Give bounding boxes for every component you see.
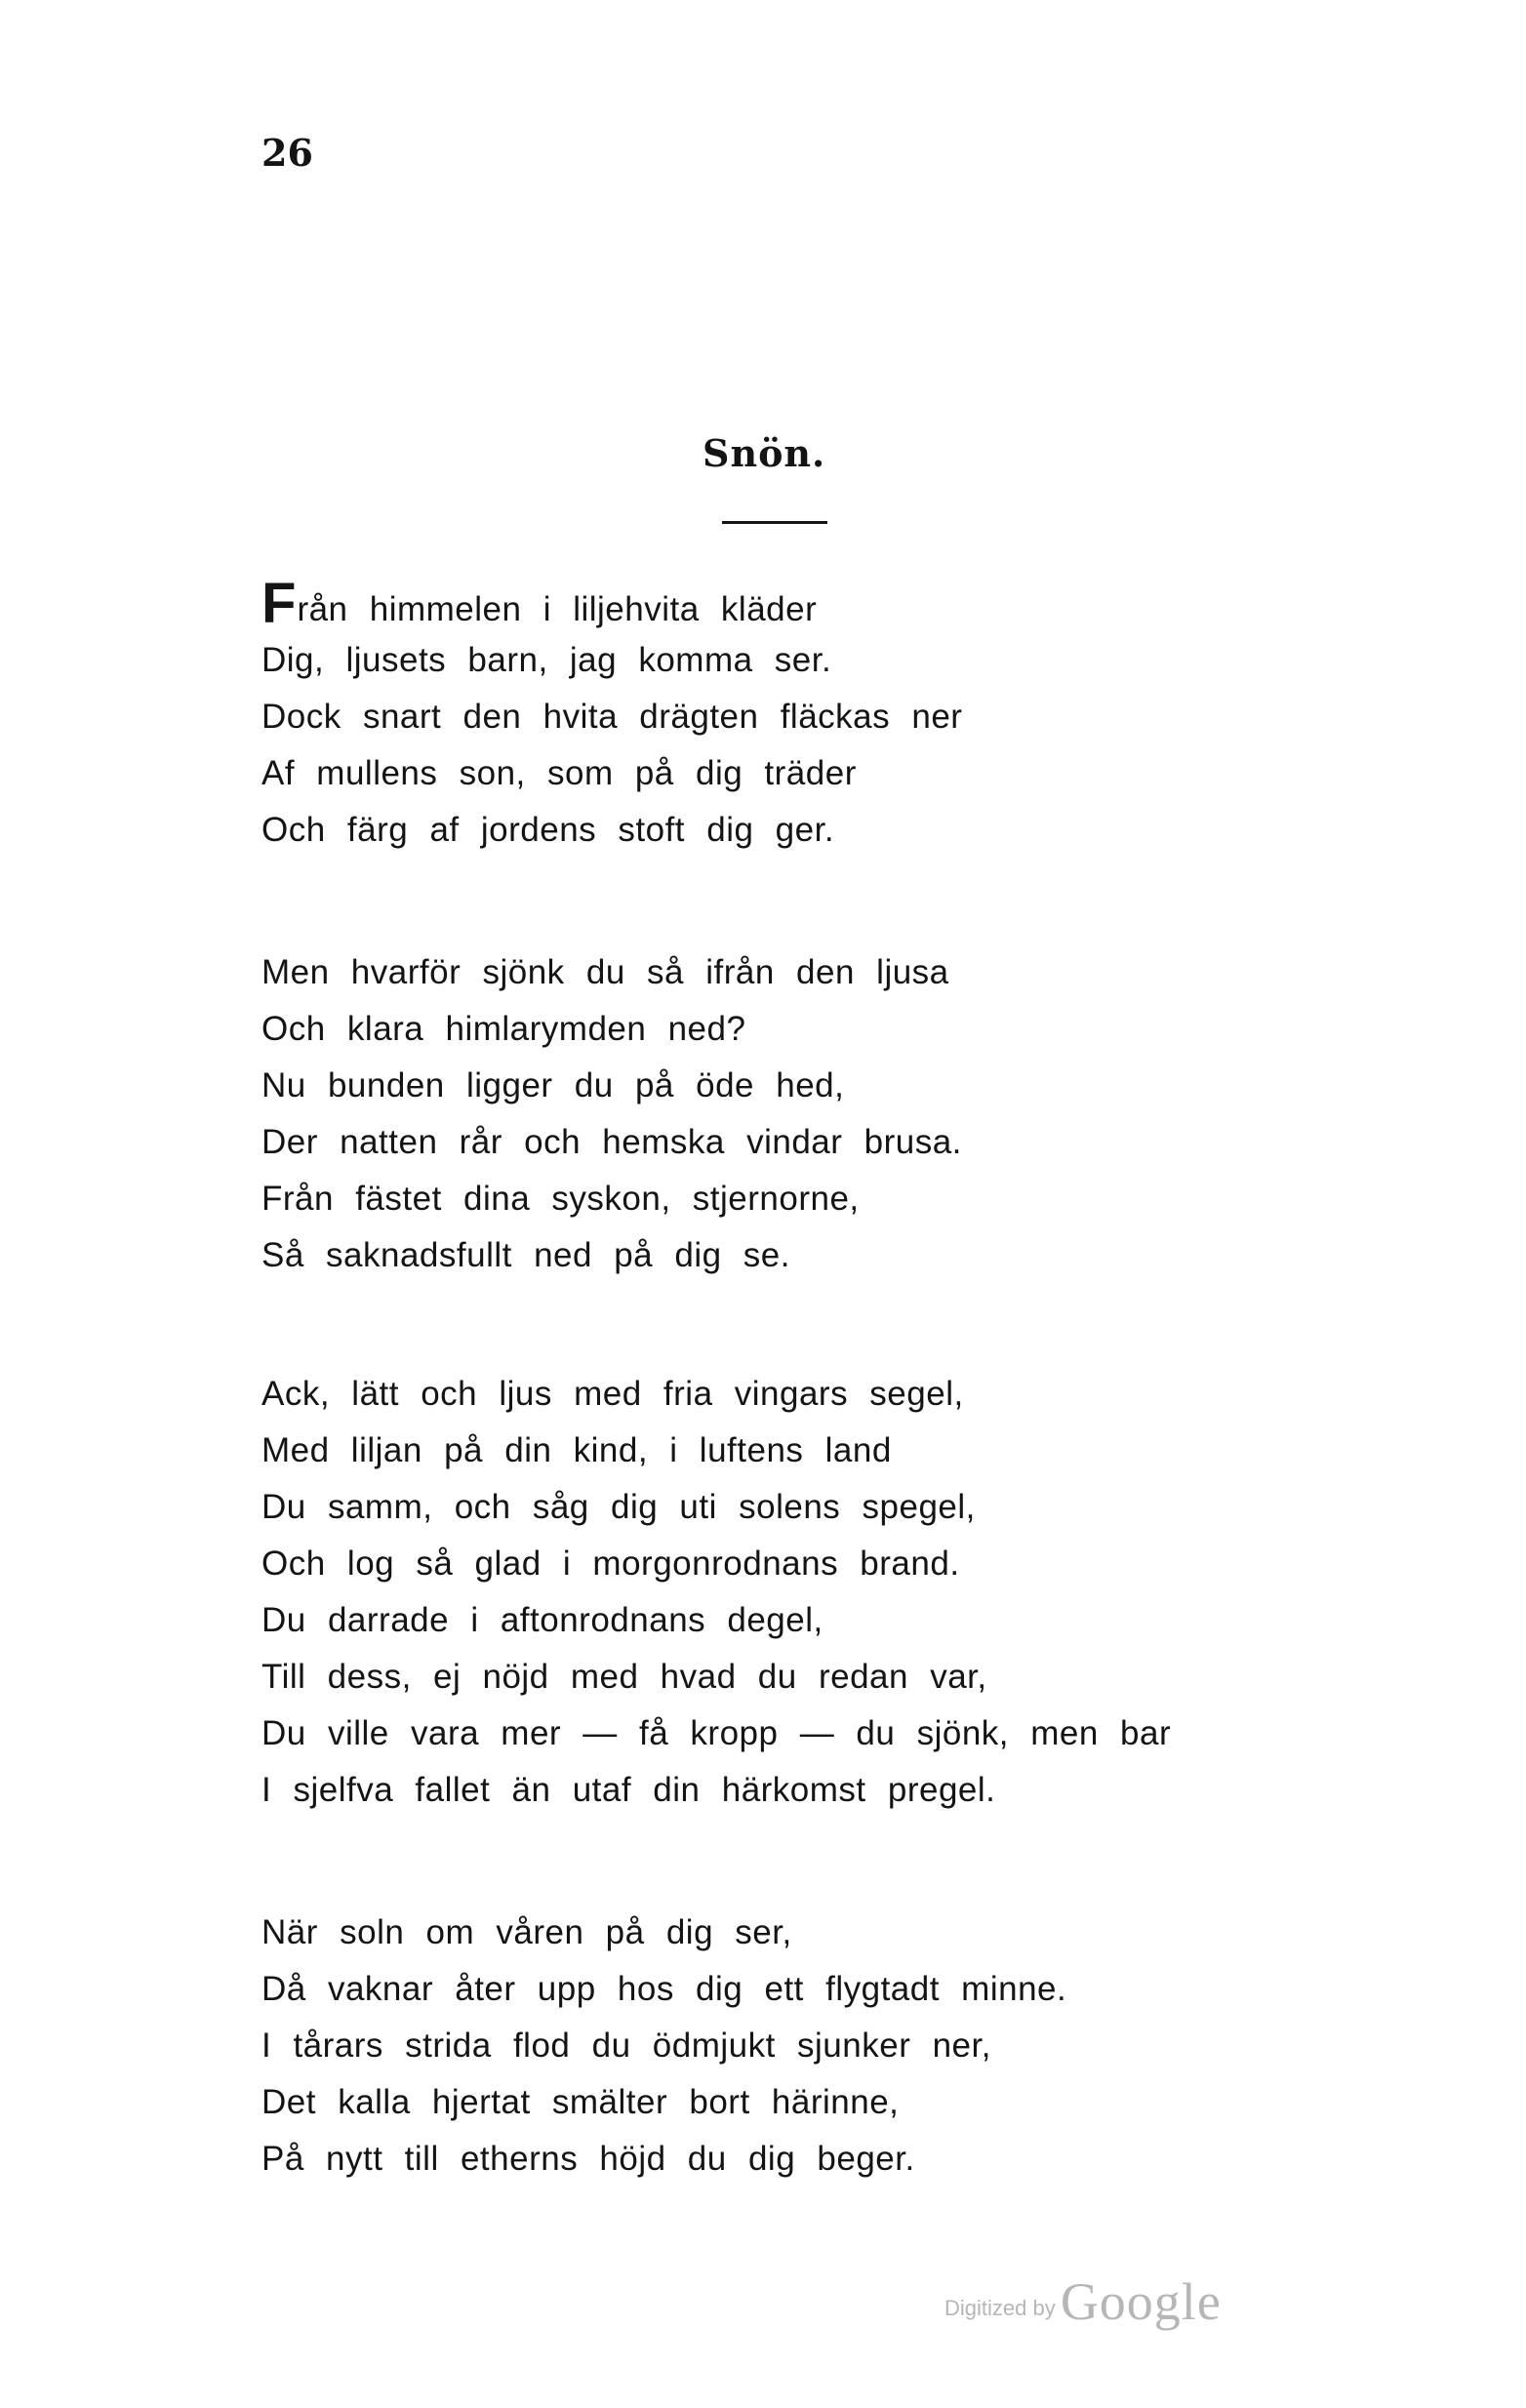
poem-line: Då vaknar åter upp hos dig ett flygtadt minne.	[261, 1970, 1067, 2008]
poem-line-text: rån himmelen i liljehvita kläder	[297, 590, 818, 628]
poem-title: Snön.	[703, 431, 826, 475]
stanza-1	[261, 572, 963, 859]
page-number: 26	[261, 131, 313, 175]
poem-line: I sjelfva fallet än utaf din härkomst pregel.	[261, 1771, 996, 1809]
poem-line: I tårars strida flod du ödmjukt sjunker ner,	[261, 2027, 991, 2065]
poem-line: Med liljan på din kind, i luftens land	[261, 1431, 892, 1469]
poem-line: Du darrade i aftonrodnans degel,	[261, 1601, 823, 1639]
stanza-4	[261, 1905, 1066, 2187]
poem-line: Från fästet dina syskon, stjernorne,	[261, 1180, 860, 1218]
title-divider	[722, 521, 827, 524]
google-logo: Google	[1060, 2272, 1222, 2331]
poem-line: Der natten rår och hemska vindar brusa.	[261, 1123, 962, 1161]
poem-line: När soln om våren på dig ser,	[261, 1913, 792, 1951]
stanza-3	[261, 1366, 1171, 1819]
poem-line: Det kalla hjertat smälter bort härinne,	[261, 2083, 900, 2121]
poem-line: Till dess, ej nöjd med hvad du redan var,	[261, 1658, 987, 1696]
poem-line: Nu bunden ligger du på öde hed,	[261, 1066, 845, 1104]
poem-line: På nytt till etherns höjd du dig beger.	[261, 2140, 915, 2178]
watermark-prefix: Digitized by	[944, 2296, 1056, 2320]
poem-line: Så saknadsfullt ned på dig se.	[261, 1236, 790, 1274]
poem-line: Du samm, och såg dig uti solens spegel,	[261, 1488, 976, 1526]
poem-line: Dig, ljusets barn, jag komma ser.	[261, 641, 832, 679]
digitized-by-watermark	[944, 2271, 1222, 2332]
poem-line	[261, 572, 962, 635]
poem-line: Och klara himlarymden ned?	[261, 1010, 746, 1048]
poem-line: Af mullens son, som på dig träder	[261, 754, 857, 792]
poem-line: Dock snart den hvita drägten fläckas ner	[261, 698, 963, 736]
poem-line: Du ville vara mer — få kropp — du sjönk, men bar	[261, 1714, 1172, 1752]
poem-line: Ack, lätt och ljus med fria vingars segel,	[261, 1375, 964, 1413]
poem-line: Men hvarför sjönk du så ifrån den ljusa	[261, 953, 949, 991]
stanza-2	[261, 944, 962, 1284]
drop-cap: F	[261, 572, 297, 635]
poem-line: Och färg af jordens stoft dig ger.	[261, 811, 835, 849]
poem-line: Och log så glad i morgonrodnans brand.	[261, 1545, 960, 1583]
